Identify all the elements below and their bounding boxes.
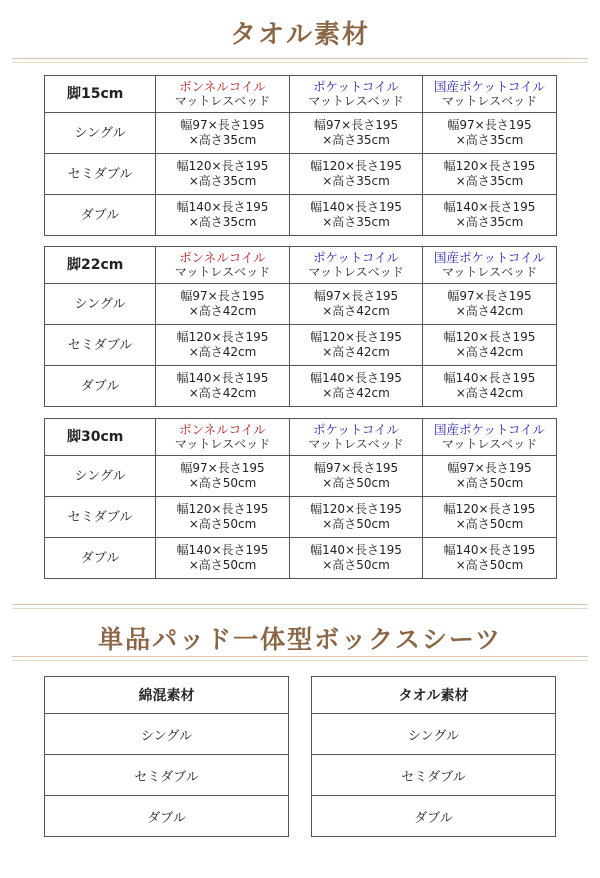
dimension-height: ×高さ50cm (322, 517, 390, 531)
dimension-height: ×高さ42cm (455, 386, 524, 400)
column-header-type: ポケットコイル (312, 422, 399, 437)
column-header-sub: マットレスベッド (174, 265, 271, 279)
size-label: シングル (45, 284, 156, 325)
dimension-height: ×高さ35cm (188, 133, 257, 147)
dimension-width-length: 幅140×長さ195 (310, 543, 402, 557)
dimension-cell (290, 325, 423, 366)
dimension-width-length: 幅97×長さ195 (180, 461, 265, 475)
dimension-cell (290, 538, 423, 579)
column-header (290, 247, 423, 284)
column-header-type: ポケットコイル (312, 250, 399, 265)
pad-size-cell: セミダブル (45, 755, 289, 796)
column-header-type: ボンネルコイル (179, 250, 266, 265)
pad-table-towel (311, 676, 556, 837)
leg-height-label: 脚22cm (45, 247, 156, 284)
column-header-sub: マットレスベッド (441, 437, 538, 451)
dimension-cell (156, 284, 290, 325)
dimension-width-length: 幅120×長さ195 (310, 502, 402, 516)
dimension-cell (423, 325, 557, 366)
dimension-cell (423, 154, 557, 195)
dimension-cell (423, 113, 557, 154)
column-header (156, 76, 290, 113)
column-header-type: 国産ポケットコイル (433, 250, 545, 265)
column-header (290, 419, 423, 456)
dimension-cell (290, 284, 423, 325)
dimension-height: ×高さ50cm (455, 476, 524, 490)
dimension-width-length: 幅97×長さ195 (180, 118, 265, 132)
dimension-cell (423, 538, 557, 579)
size-label: シングル (45, 113, 156, 154)
size-label: シングル (45, 456, 156, 497)
dimension-height: ×高さ50cm (188, 476, 257, 490)
towel-title-block (12, 0, 588, 70)
dimension-height: ×高さ42cm (188, 304, 257, 318)
title-rule (12, 62, 588, 63)
pad-table-header: タオル素材 (312, 677, 556, 714)
title-rule (12, 604, 588, 605)
dimension-height: ×高さ42cm (322, 386, 390, 400)
pad-size-cell: ダブル (312, 796, 556, 837)
column-header-type: 国産ポケットコイル (433, 422, 545, 437)
column-header (423, 76, 557, 113)
pad-size-cell: セミダブル (312, 755, 556, 796)
dimension-width-length: 幅97×長さ195 (447, 289, 532, 303)
dimension-height: ×高さ35cm (188, 174, 257, 188)
dimension-width-length: 幅140×長さ195 (176, 543, 269, 557)
pad-title-block (12, 598, 588, 668)
spec-table-leg (44, 246, 557, 407)
dimension-height: ×高さ35cm (188, 215, 257, 229)
dimension-width-length: 幅120×長さ195 (176, 502, 269, 516)
dimension-height: ×高さ42cm (188, 386, 257, 400)
dimension-width-length: 幅97×長さ195 (447, 118, 532, 132)
dimension-height: ×高さ42cm (188, 345, 257, 359)
dimension-cell (423, 456, 557, 497)
column-header-sub: マットレスベッド (308, 437, 404, 451)
dimension-width-length: 幅120×長さ195 (310, 159, 402, 173)
dimension-cell (423, 195, 557, 236)
spec-table-leg (44, 75, 557, 236)
dimension-cell (156, 195, 290, 236)
column-header-type: ボンネルコイル (179, 79, 266, 94)
dimension-width-length: 幅140×長さ195 (310, 200, 402, 214)
dimension-cell (290, 154, 423, 195)
dimension-width-length: 幅140×長さ195 (310, 371, 402, 385)
towel-section-title: タオル素材 (229, 20, 370, 50)
title-rule (12, 660, 588, 661)
dimension-width-length: 幅97×長さ195 (313, 289, 399, 303)
dimension-height: ×高さ50cm (322, 558, 390, 572)
dimension-width-length: 幅120×長さ195 (443, 159, 536, 173)
dimension-cell (156, 113, 290, 154)
dimension-width-length: 幅140×長さ195 (443, 543, 536, 557)
dimension-cell (156, 154, 290, 195)
dimension-width-length: 幅120×長さ195 (443, 502, 536, 516)
dimension-height: ×高さ50cm (322, 476, 390, 490)
size-label: セミダブル (45, 325, 156, 366)
leg-height-label: 脚15cm (45, 76, 156, 113)
size-label: ダブル (45, 366, 156, 407)
column-header-sub: マットレスベッド (308, 265, 404, 279)
dimension-width-length: 幅140×長さ195 (443, 371, 536, 385)
dimension-cell (290, 195, 423, 236)
dimension-cell (156, 325, 290, 366)
dimension-width-length: 幅140×長さ195 (176, 371, 269, 385)
dimension-width-length: 幅97×長さ195 (180, 289, 265, 303)
pad-size-cell: シングル (45, 714, 289, 755)
dimension-width-length: 幅97×長さ195 (313, 461, 399, 475)
dimension-width-length: 幅140×長さ195 (443, 200, 536, 214)
dimension-height: ×高さ35cm (455, 133, 524, 147)
dimension-height: ×高さ35cm (455, 215, 524, 229)
dimension-height: ×高さ50cm (188, 558, 257, 572)
pad-size-cell: ダブル (45, 796, 289, 837)
dimension-width-length: 幅120×長さ195 (176, 159, 269, 173)
dimension-cell (423, 366, 557, 407)
dimension-cell (290, 456, 423, 497)
title-rule (12, 608, 588, 609)
column-header-sub: マットレスベッド (308, 94, 404, 108)
size-label: ダブル (45, 195, 156, 236)
dimension-height: ×高さ50cm (188, 517, 257, 531)
column-header (156, 247, 290, 284)
spec-table-leg (44, 418, 557, 579)
column-header-sub: マットレスベッド (174, 94, 271, 108)
dimension-cell (423, 284, 557, 325)
dimension-width-length: 幅120×長さ195 (310, 330, 402, 344)
column-header (290, 76, 423, 113)
dimension-width-length: 幅140×長さ195 (176, 200, 269, 214)
title-rule (12, 656, 588, 657)
column-header-type: 国産ポケットコイル (433, 79, 545, 94)
pad-table-header: 綿混素材 (45, 677, 289, 714)
dimension-cell (156, 497, 290, 538)
dimension-cell (290, 497, 423, 538)
dimension-height: ×高さ50cm (455, 558, 524, 572)
dimension-height: ×高さ35cm (322, 215, 390, 229)
column-header (423, 419, 557, 456)
column-header-type: ボンネルコイル (179, 422, 266, 437)
dimension-height: ×高さ35cm (322, 133, 390, 147)
dimension-width-length: 幅97×長さ195 (313, 118, 399, 132)
dimension-height: ×高さ42cm (322, 345, 390, 359)
dimension-cell (156, 366, 290, 407)
dimension-cell (156, 456, 290, 497)
dimension-cell (290, 113, 423, 154)
pad-section-title: 単品パッド一体型ボックスシーツ (98, 625, 502, 654)
dimension-cell (423, 497, 557, 538)
leg-height-label: 脚30cm (45, 419, 156, 456)
dimension-height: ×高さ35cm (455, 174, 524, 188)
dimension-height: ×高さ42cm (455, 304, 524, 318)
dimension-width-length: 幅120×長さ195 (443, 330, 536, 344)
column-header-type: ポケットコイル (312, 79, 399, 94)
dimension-cell (290, 366, 423, 407)
column-header (156, 419, 290, 456)
size-label: セミダブル (45, 154, 156, 195)
column-header-sub: マットレスベッド (174, 437, 271, 451)
dimension-height: ×高さ50cm (455, 517, 524, 531)
title-rule (12, 58, 588, 59)
dimension-width-length: 幅97×長さ195 (447, 461, 532, 475)
dimension-height: ×高さ42cm (322, 304, 390, 318)
pad-size-cell: シングル (312, 714, 556, 755)
dimension-width-length: 幅120×長さ195 (176, 330, 269, 344)
column-header-sub: マットレスベッド (441, 265, 538, 279)
size-label: ダブル (45, 538, 156, 579)
size-label: セミダブル (45, 497, 156, 538)
column-header-sub: マットレスベッド (441, 94, 538, 108)
dimension-height: ×高さ35cm (322, 174, 390, 188)
pad-table-cotton (44, 676, 289, 837)
dimension-height: ×高さ42cm (455, 345, 524, 359)
column-header (423, 247, 557, 284)
dimension-cell (156, 538, 290, 579)
